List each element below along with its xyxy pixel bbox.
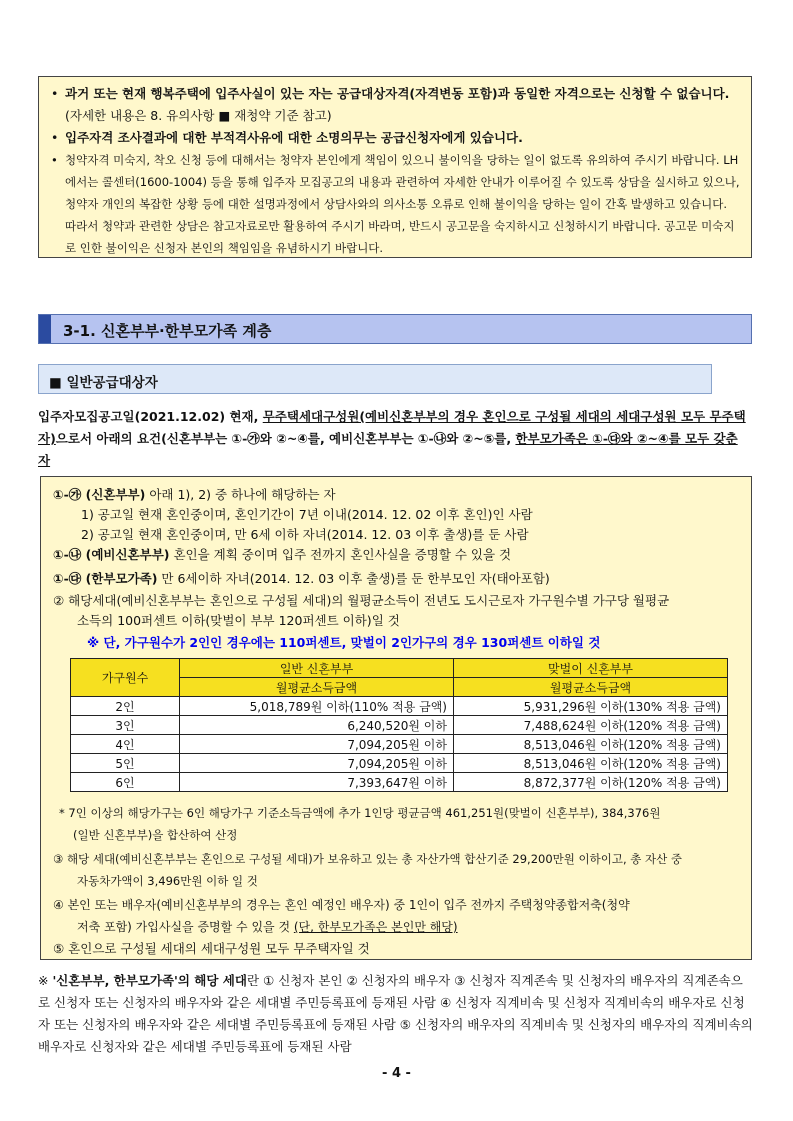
req-newlywed: ①-㉮ (신혼부부) 아래 1), 2) 중 하나에 해당하는 자 (53, 487, 336, 502)
section-title-accent (39, 315, 51, 343)
header-income-general: 월평균소득금액 (180, 678, 454, 697)
notice-box (38, 76, 752, 258)
eligibility-intro: 입주자모집공고일(2021.12.02) 현재, 무주택세대구성원(예비신혼부부의 경우 혼인으로 구성될 세대의 세대구성원 모두 무주택자)으로서 아래의 요건(신혼부부는 ①-㉮와 ②~④를, 예비신혼부부는 ①-㉯와 ②~⑤를, 한부모가족은 ①-㉰와 ②~④를 모두 갖춘 자 (38, 409, 746, 468)
req-newlywed-1: 1) 공고일 현재 혼인중이며, 혼인기간이 7년 이내(2014. 12. 02 이후 혼인)인 사람 (81, 507, 533, 522)
header-household: 가구원수 (71, 659, 180, 697)
header-income-dual: 월평균소득금액 (454, 678, 728, 697)
req-single-parent: ①-㉰ (한부모가족) 만 6세이하 자녀(2014. 12. 03 이후 출생)를 둔 한부모인 자(태아포함) (53, 571, 550, 586)
req-assets-a: ③ 해당 세대(예비신혼부부는 혼인으로 구성될 세대)가 보유하고 있는 총 자산가액 합산기준 29,200만원 이하이고, 총 자산 중 (53, 852, 683, 866)
table-header-row (71, 659, 728, 678)
income-table (70, 658, 728, 792)
table-row: 6인 7,393,647원 이하 8,872,377원 이하(120% 적용 금액) (71, 773, 728, 792)
req-income-note: ※ 단, 가구원수가 2인인 경우에는 110퍼센트, 맞벌이 2인가구의 경우 130퍼센트 이하일 것 (87, 635, 601, 650)
household-definition-note: ※ '신혼부부, 한부모가족'의 해당 세대란 ① 신청자 본인 ② 신청자의 배우자 ③ 신청자 직계존속 및 신청자의 배우자의 직계존속으로 신청자 또는 신청자의 배우자와 같은 세대별 주민등록표에 등재된 사람 ④ 신청자 직계비속 및 신청자 직계비속의 배우자로 신청자 또는 신청자의 배우자와 같은 세대별 주민등록표에 등재된 사람 ⑤ 신청자의 배우자의 직계비속 및 신청자의 배우자의 직계비속의 배우자로 신청자와 같은 세대별 주민등록표에 등재된 사람 (38, 973, 753, 1054)
header-dual: 맞벌이 신혼부부 (454, 659, 728, 678)
header-general: 일반 신혼부부 (180, 659, 454, 678)
table-note-a: * 7인 이상의 해당가구는 6인 해당가구 기준소득금액에 추가 1인당 평균금액 461,251원(맞벌이 신혼부부), 384,376원 (59, 806, 661, 820)
section-title: 3-1. 신혼부부·한부모가족 계층 (63, 322, 272, 340)
table-note-b: (일반 신혼부부)을 합산하여 산정 (73, 828, 238, 842)
req-no-house: ⑤ 혼인으로 구성될 세대의 세대구성원 모두 무주택자일 것 (53, 941, 370, 956)
req-prospective-newlywed: ①-㉯ (예비신혼부부) 혼인을 계획 중이며 입주 전까지 혼인사실을 증명할 수 있을 것 (53, 547, 512, 562)
req-savings-a: ④ 본인 또는 배우자(예비신혼부부의 경우는 혼인 예정인 배우자) 중 1인이 입주 전까지 주택청약종합저축(청약 (53, 898, 630, 912)
req-income-b: 소득의 100퍼센트 이하(맞벌이 부부 120퍼센트 이하)일 것 (77, 613, 400, 628)
req-assets-b: 자동차가액이 3,496만원 이하 일 것 (77, 874, 258, 888)
notice-item-explanation-duty: • 입주자격 조사결과에 대한 부적격사유에 대한 소명의무는 공급신청자에게 있습니다. (49, 127, 741, 149)
table-row: 4인 7,094,205원 이하 8,513,046원 이하(120% 적용 금액) (71, 735, 728, 754)
notice-item-reapplication: • 과거 또는 현재 행복주택에 입주사실이 있는 자는 공급대상자격(자격변동 포함)과 동일한 자격으로는 신청할 수 없습니다.(자세한 내용은 8. 유의사항 ■ 재청약 기준 참고) (49, 83, 741, 127)
notice-item-responsibility: • 청약자격 미숙지, 착오 신청 등에 대해서는 청약자 본인에게 책임이 있으니 불이익을 당하는 일이 없도록 유의하여 주시기 바랍니다. LH에서는 콜센터(1600-1004) 등을 통해 입주자 모집공고의 내용과 관련하여 자세한 안내가 이루어질 수 있도록 상담을 실시하고 있으나, 청약자 개인의 복잡한 상황 등에 대한 설명과정에서 상담사와의 의사소통 오류로 인해 불이익을 당하는 일이 간혹 발생하고 있습니다. 따라서 청약과 관련한 상담은 참고자료로만 활용하여 주시기 바라며, 반드시 공고문을 숙지하시고 신청하시기 바랍니다. 공고문 미숙지로 인한 불이익은 신청자 본인의 책임임을 유념하시기 바랍니다. (49, 149, 741, 259)
req-income-a: ② 해당세대(예비신혼부부는 혼인으로 구성될 세대)의 월평균소득이 전년도 도시근로자 가구원수별 가구당 월평균 (53, 593, 670, 608)
section-title-bar (38, 314, 752, 344)
req-savings-b: 저축 포함) 가입사실을 증명할 수 있을 것 (단, 한부모가족은 본인만 해당) (77, 920, 458, 934)
subsection-title: ■ 일반공급대상자 (49, 375, 158, 391)
page-number: - 4 - (382, 1066, 411, 1081)
req-newlywed-2: 2) 공고일 현재 혼인중이며, 만 6세 이하 자녀(2014. 12. 03 이후 출생)를 둔 사람 (81, 527, 529, 542)
table-row: 2인 5,018,789원 이하(110% 적용 금액) 5,931,296원 이하(130% 적용 금액) (71, 697, 728, 716)
subsection-title-bar (38, 364, 712, 394)
table-row: 3인 6,240,520원 이하 7,488,624원 이하(120% 적용 금액) (71, 716, 728, 735)
table-row: 5인 7,094,205원 이하 8,513,046원 이하(120% 적용 금액) (71, 754, 728, 773)
